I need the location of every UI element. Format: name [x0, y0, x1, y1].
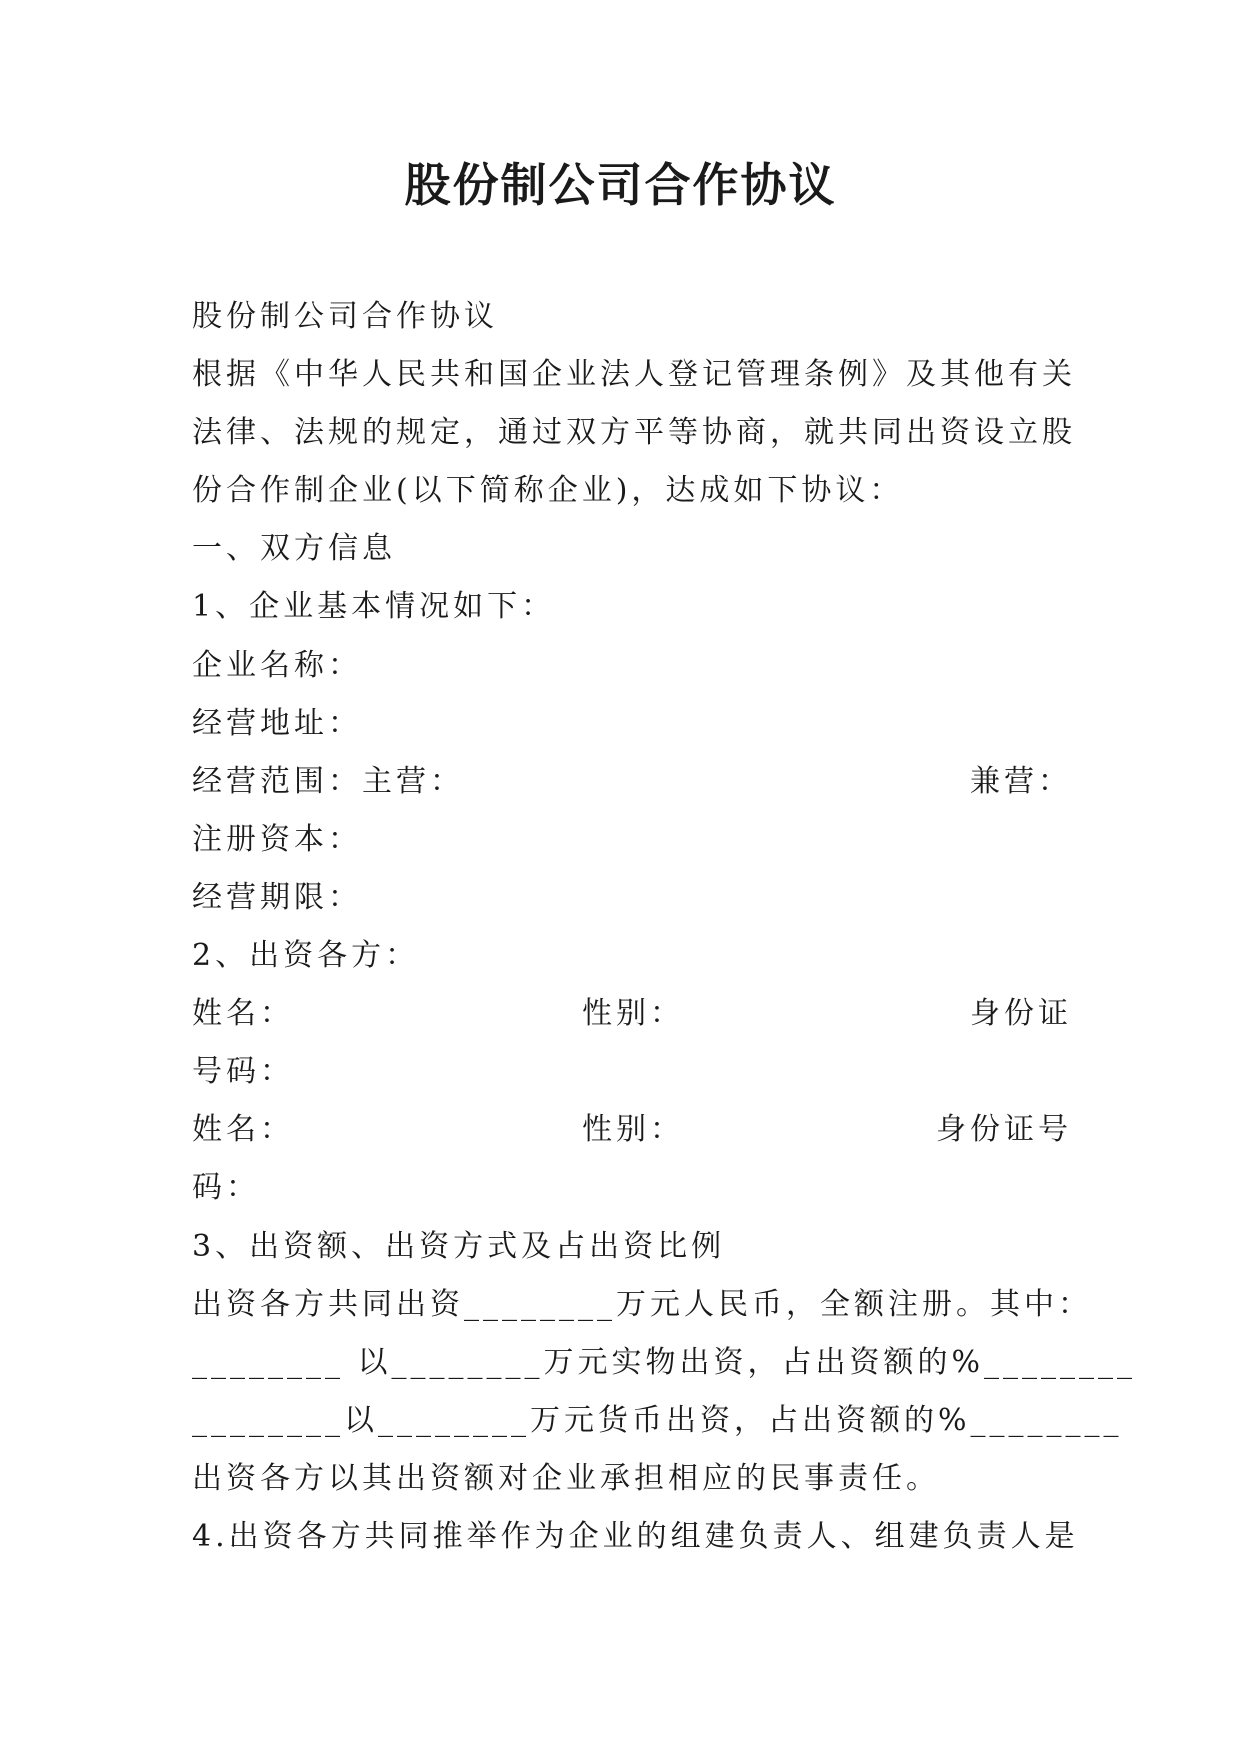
field-label-company-name: 企业名称：: [192, 647, 362, 683]
investor-line: [192, 1101, 1072, 1159]
clause-heading: 3、出资额、出资方式及占出资比例: [192, 1228, 726, 1264]
business-scope-line: [192, 753, 1072, 811]
field-label-side-business: 兼营：: [970, 763, 1072, 799]
text-line: 股份制公司合作协议: [192, 299, 498, 334]
text-line: 根据《中华人民共和国企业法人登记管理条例》及其他有关: [192, 357, 1076, 393]
document-title: 股份制公司合作协议: [404, 158, 837, 212]
field-label-registered-capital: 注册资本：: [192, 821, 362, 857]
clause-heading: 1、企业基本情况如下：: [192, 589, 556, 625]
text-line: 出资各方以其出资额对企业承担相应的民事责任。: [192, 1460, 940, 1496]
field-label-term: 经营期限：: [192, 879, 362, 915]
text-line: ________以________万元货币出资，占出资额的%________: [192, 1402, 1123, 1438]
field-label-id: 身份证号: [936, 1112, 1072, 1148]
text-line: 出资各方共同出资________万元人民币，全额注册。其中：: [192, 1286, 1092, 1322]
field-label-gender: 性别：: [582, 996, 684, 1032]
text-line: 法律、法规的规定，通过双方平等协商，就共同出资设立股: [192, 415, 1076, 451]
field-label-gender: 性别：: [582, 1112, 684, 1148]
document-body: [192, 288, 1137, 1566]
field-label-name: 姓名：: [192, 1112, 294, 1148]
text-line: 份合作制企业(以下简称企业)，达成如下协议：: [192, 473, 904, 509]
field-label-id-cont: 号码：: [192, 1054, 294, 1090]
field-label-id-cont: 码：: [192, 1170, 260, 1206]
field-label-address: 经营地址：: [192, 705, 362, 741]
section-heading: 一、双方信息: [192, 531, 396, 567]
clause-heading: 2、出资各方：: [192, 938, 420, 974]
investor-line: [192, 985, 1072, 1043]
field-label-id: 身份证: [970, 996, 1072, 1032]
text-line: ________ 以________万元实物出资，占出资额的%________: [192, 1344, 1137, 1380]
text-line: 4.出资各方共同推举作为企业的组建负责人、组建负责人是: [192, 1518, 1079, 1554]
field-label-name: 姓名：: [192, 996, 294, 1032]
field-label-main-business: 经营范围：主营：: [192, 763, 464, 799]
